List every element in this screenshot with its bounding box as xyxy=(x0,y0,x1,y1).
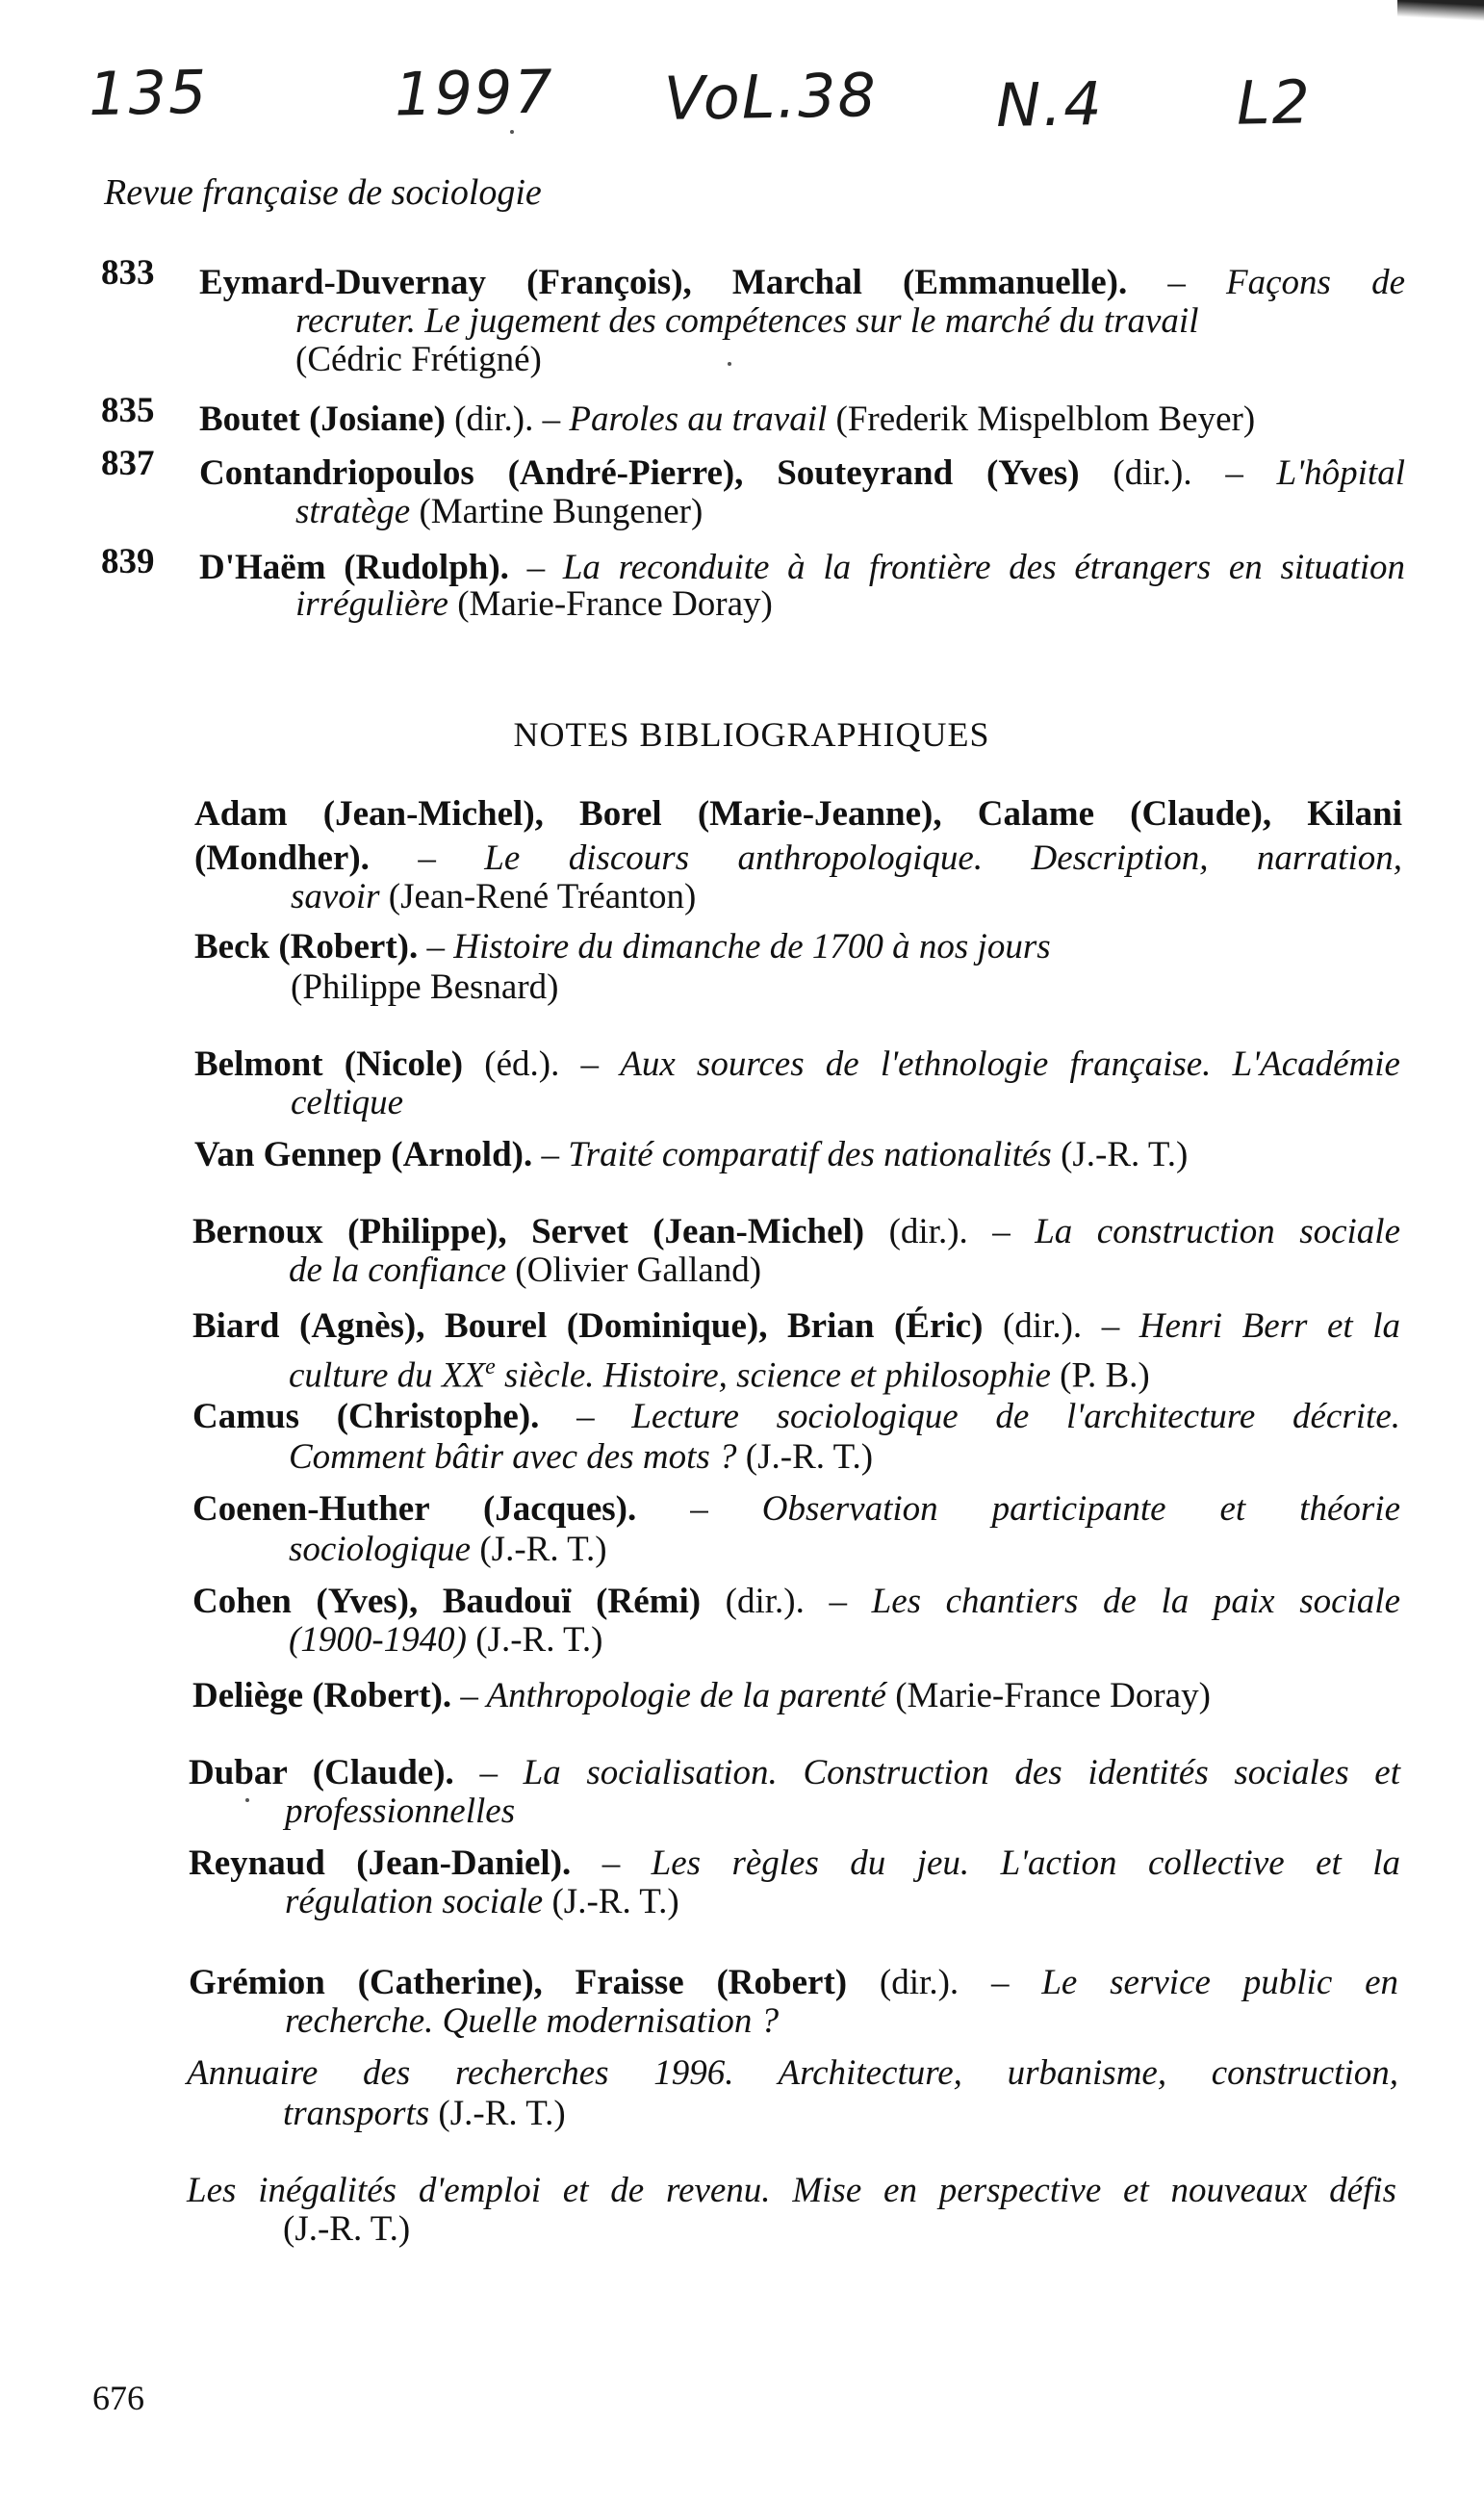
note-line xyxy=(291,874,696,920)
review-title: recruter. Le jugement des compétences sur le marché du travail xyxy=(295,301,1199,341)
note-line xyxy=(283,2091,566,2137)
note-authors: Coenen-Huther (Jacques). xyxy=(192,1489,637,1529)
note-line xyxy=(192,1303,1400,1350)
note-authors: Dubar (Claude). xyxy=(189,1753,454,1792)
review-reviewer: (Marie-France Doray) xyxy=(448,584,773,624)
note-reviewer: (J.-R. T.) xyxy=(736,1437,874,1477)
review-title: stratège xyxy=(295,492,411,531)
scan-speck xyxy=(245,1798,249,1802)
note-title: Le service public en xyxy=(1041,1963,1398,2002)
note-title: Henri Berr et la xyxy=(1139,1306,1401,1346)
note-line xyxy=(194,924,1051,970)
note-authors: Bernoux (Philippe), Servet (Jean-Michel) xyxy=(192,1212,865,1251)
note-role: (dir.). – xyxy=(847,1963,1042,2002)
note-title: recherche. Quelle modernisation ? xyxy=(285,2001,780,2041)
note-title: La construction sociale xyxy=(1035,1212,1401,1251)
review-title: L'hôpital xyxy=(1276,453,1405,493)
note-title: – Histoire du dimanche de 1700 à nos jours xyxy=(418,927,1051,966)
note-reviewer: (J.-R. T.) xyxy=(1051,1135,1189,1174)
note-role: (dir.). – xyxy=(701,1582,872,1621)
note-title: Annuaire des recherches 1996. Architecture, urbanisme, construction, xyxy=(187,2053,1398,2093)
note-title: celtique xyxy=(291,1083,404,1122)
note-authors: Grémion (Catherine), Fraisse (Robert) xyxy=(189,1963,848,2002)
handwritten-number: N.4 xyxy=(995,68,1105,141)
scan-artifact xyxy=(1397,0,1484,21)
note-title: (1900-1940) xyxy=(289,1620,467,1660)
note-title: Aux sources de l'ethnologie française. L'Académie xyxy=(620,1044,1400,1084)
note-line xyxy=(285,1879,679,1925)
review-page-number: 833 xyxy=(101,253,155,293)
note-role: (dir.). – xyxy=(864,1212,1036,1251)
note-role: (éd.). – xyxy=(463,1044,621,1084)
review-role: (dir.). – xyxy=(1079,453,1277,493)
review-reviewer: (Frederik Mispelblom Beyer) xyxy=(827,399,1256,439)
review-line xyxy=(295,581,773,628)
note-title: culture du xyxy=(289,1355,433,1396)
note-title: Les inégalités d'emploi et de revenu. Mise en perspective et nouveaux défis xyxy=(187,2171,1396,2210)
review-line xyxy=(295,489,703,535)
note-title: siècle. Histoire, science et philosophie xyxy=(495,1355,1051,1396)
note-title: Les chantiers de la paix sociale xyxy=(871,1582,1401,1621)
note-reviewer: (Olivier Galland) xyxy=(506,1250,762,1290)
review-reviewer: (Cédric Frétigné) xyxy=(295,340,542,379)
note-title: Comment bâtir avec des mots ? xyxy=(289,1437,737,1477)
handwritten-code: L2 xyxy=(1236,66,1313,139)
note-reviewer: (P. B.) xyxy=(1050,1355,1150,1396)
note-title: – Le discours anthropologique. Description, narration, xyxy=(369,838,1402,878)
note-reviewer: (J.-R. T.) xyxy=(283,2209,411,2249)
review-page-number: 835 xyxy=(101,391,155,430)
note-role: (dir.). – xyxy=(983,1306,1139,1346)
note-reviewer: (Philippe Besnard) xyxy=(291,967,559,1007)
note-title: – Les règles du jeu. L'action collective et la xyxy=(571,1843,1400,1883)
note-title-superscript: e xyxy=(485,1354,496,1379)
note-reviewer: (Jean-René Tréanton) xyxy=(379,877,697,916)
handwritten-year: 1997 xyxy=(394,56,555,130)
note-title: – Anthropologie de la parenté xyxy=(451,1676,886,1715)
review-title: Façons de xyxy=(1226,263,1405,302)
note-line xyxy=(192,1673,1211,1719)
note-title: de la confiance xyxy=(289,1250,507,1290)
note-line xyxy=(289,1617,602,1663)
handwritten-volume: VoL.38 xyxy=(663,60,879,134)
journal-title: Revue française de sociologie xyxy=(104,172,542,213)
note-line xyxy=(289,1527,607,1573)
note-authors: Beck (Robert). xyxy=(194,927,419,966)
note-line xyxy=(289,1434,873,1481)
review-title: Paroles au travail xyxy=(569,399,828,439)
note-authors: Camus (Christophe). xyxy=(192,1397,540,1436)
note-title: sociologique xyxy=(289,1530,472,1569)
note-authors: Deliège (Robert). xyxy=(192,1676,452,1715)
note-reviewer: (J.-R. T.) xyxy=(466,1620,603,1660)
review-page-number: 837 xyxy=(101,444,155,483)
note-title: – Traité comparatif des nationalités xyxy=(532,1135,1052,1174)
section-heading: NOTES BIBLIOGRAPHIQUES xyxy=(513,715,990,754)
note-reviewer: (J.-R. T.) xyxy=(429,2094,566,2133)
note-line xyxy=(192,1394,1400,1440)
note-authors: Adam (Jean-Michel), Borel (Marie-Jeanne), Calame (Claude), Kilani xyxy=(194,794,1402,834)
note-line xyxy=(289,1248,761,1294)
note-line xyxy=(194,1132,1188,1178)
review-authors: Eymard-Duvernay (François), Marchal (Emmanuelle). xyxy=(199,263,1128,302)
note-authors: (Mondher). xyxy=(194,838,370,878)
handwritten-ref: 135 xyxy=(88,56,209,130)
note-authors: Biard (Agnès), Bourel (Dominique), Brian (Éric) xyxy=(192,1306,984,1346)
note-title-century: XX xyxy=(432,1355,486,1396)
note-title: – Lecture sociologique de l'architecture décrite. xyxy=(539,1397,1400,1436)
review-authors: Boutet (Josiane) xyxy=(199,399,446,439)
note-authors: Van Gennep (Arnold). xyxy=(194,1135,533,1174)
note-authors: Cohen (Yves), Baudouï (Rémi) xyxy=(192,1582,702,1621)
note-line xyxy=(192,1486,1400,1533)
note-reviewer: (Marie-France Doray) xyxy=(885,1676,1211,1715)
note-title: professionnelles xyxy=(285,1791,516,1831)
note-title: transports xyxy=(283,2094,430,2133)
scan-speck xyxy=(728,362,731,366)
scan-speck xyxy=(510,130,514,134)
note-title: savoir xyxy=(291,877,380,916)
note-authors: Reynaud (Jean-Daniel). xyxy=(189,1843,572,1883)
review-authors: D'Haëm (Rudolph). xyxy=(199,548,509,587)
separator: – xyxy=(1127,263,1227,302)
review-role: (dir.). – xyxy=(445,399,570,439)
review-line xyxy=(199,397,1255,443)
separator: – xyxy=(508,548,563,587)
note-title: – Observation participante et théorie xyxy=(636,1489,1401,1529)
note-authors: Belmont (Nicole) xyxy=(194,1044,464,1084)
note-reviewer: (J.-R. T.) xyxy=(471,1530,607,1569)
note-reviewer: (J.-R. T.) xyxy=(543,1882,679,1921)
review-title: La reconduite à la frontière des étrangers en situation xyxy=(562,548,1405,587)
page-number: 676 xyxy=(92,2379,144,2417)
review-page-number: 839 xyxy=(101,542,155,581)
review-authors: Contandriopoulos (André-Pierre), Souteyrand (Yves) xyxy=(199,453,1080,493)
note-title: régulation sociale xyxy=(285,1882,544,1921)
note-line xyxy=(289,1344,1150,1399)
review-reviewer: (Martine Bungener) xyxy=(410,492,704,531)
note-title: – La socialisation. Construction des identités sociales et xyxy=(453,1753,1400,1792)
review-title: irrégulière xyxy=(295,584,448,624)
